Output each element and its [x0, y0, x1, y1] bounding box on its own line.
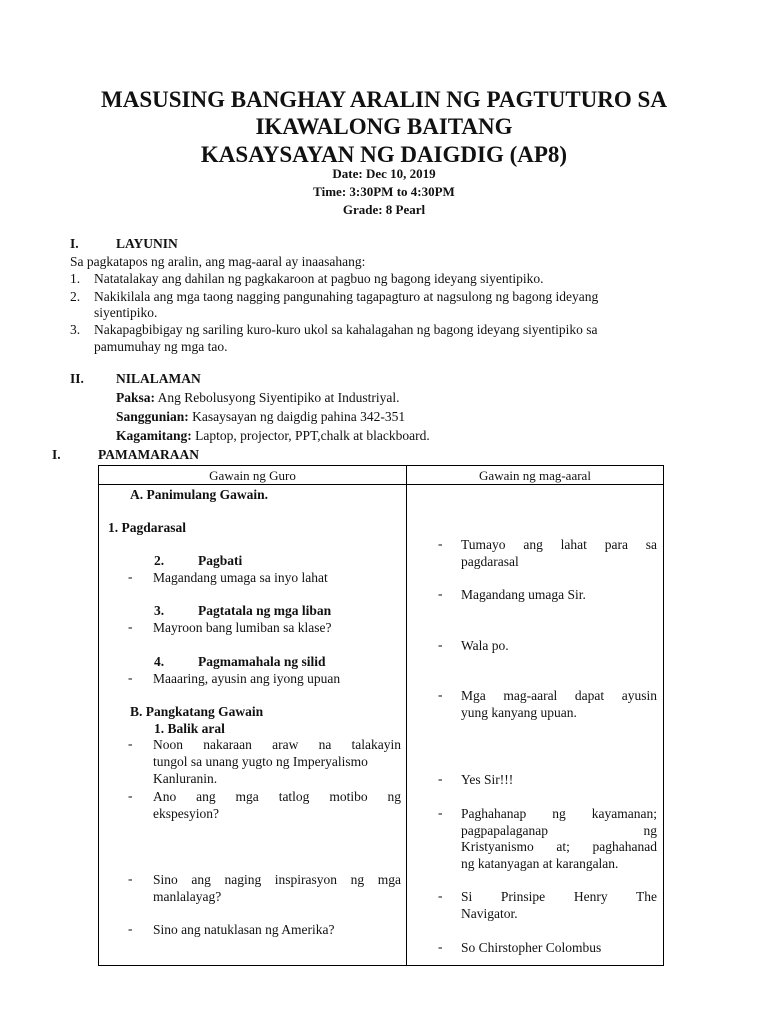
title-line-3: KASAYSAYAN NG DAIGDIG (AP8)	[200, 142, 568, 167]
pagtatala-item: Mayroon bang lumiban sa klase?	[153, 620, 332, 635]
dash: -	[128, 569, 133, 584]
date-line: Date: Dec 10, 2019	[332, 166, 436, 181]
response-7-line-2: Navigator.	[461, 906, 518, 921]
table-top-border	[98, 465, 664, 466]
dash: -	[438, 637, 443, 652]
table-bottom-border	[98, 965, 664, 966]
kagamitang-label: Kagamitang:	[116, 428, 192, 443]
question-2-line-1: Ano ang mga tatlog motibo ng	[153, 789, 401, 804]
response-7-line-1: Si Prinsipe Henry The	[461, 889, 657, 904]
pagtatala-heading: Pagtatala ng mga liban	[198, 603, 332, 618]
response-6-line-4: ng katanyagan at karangalan.	[461, 856, 619, 871]
time-line: Time: 3:30PM to 4:30PM	[313, 184, 455, 199]
column-header-mag-aaral: Gawain ng mag-aaral	[479, 468, 591, 483]
pagmamahala-number: 4.	[154, 654, 165, 669]
dash: -	[128, 921, 133, 936]
objective-3-text-line-1: Nakapagbibigay ng sariling kuro-kuro ukol sa kahalagahan ng bagong ideyang siyentipiko sa	[94, 322, 598, 337]
sanggunian-value: Kasaysayan ng daigdig pahina 342-351	[192, 409, 406, 424]
dash: -	[128, 788, 133, 803]
dash: -	[438, 586, 443, 601]
dash: -	[438, 536, 443, 551]
response-2: Magandang umaga Sir.	[461, 587, 586, 602]
pagtatala-number: 3.	[154, 603, 165, 618]
question-2-line-2: ekspesyion?	[153, 806, 219, 821]
table-left-border	[98, 465, 99, 966]
table-column-divider	[406, 465, 407, 966]
dash: -	[438, 805, 443, 820]
pagmamahala-heading: Pagmamahala ng silid	[198, 654, 326, 669]
pagdarasal-heading: 1. Pagdarasal	[108, 520, 187, 535]
grade-line: Grade: 8 Pearl	[342, 202, 426, 217]
objective-2-number: 2.	[70, 289, 81, 304]
pagbati-item: Magandang umaga sa inyo lahat	[153, 570, 328, 585]
table-header-divider	[98, 484, 664, 485]
objective-3-text-line-2: pamumuhay ng mga tao.	[94, 339, 228, 354]
question-1-line-1: Noon nakaraan araw na talakayin	[153, 737, 401, 752]
response-6-line-3: Kristyanismo at; paghahanad	[461, 839, 657, 854]
section-2-number: II.	[70, 371, 84, 386]
dash: -	[438, 888, 443, 903]
response-6-line-2: pagpapalaganap ng	[461, 823, 657, 838]
title-line-1: MASUSING BANGHAY ARALIN NG PAGTUTURO SA	[101, 87, 667, 112]
response-1-line-2: pagdarasal	[461, 554, 519, 569]
response-4-line-2: yung kanyang upuan.	[461, 705, 577, 720]
response-1-line-1: Tumayo ang lahat para sa	[461, 537, 657, 552]
section-2-heading: NILALAMAN	[116, 371, 201, 386]
objective-2-text-line-1: Nakikilala ang mga taong nagging pangunahing tagapagturo at nagsulong ng bagong ideyang	[94, 289, 599, 304]
response-5: Yes Sir!!!	[461, 772, 514, 787]
objective-2-text-line-2: siyentipiko.	[94, 305, 158, 320]
paksa-value: Ang Rebolusyong Siyentipiko at Industriyal.	[157, 390, 400, 405]
paksa-line	[116, 389, 400, 406]
dash: -	[128, 619, 133, 634]
balik-aral-heading: 1. Balik aral	[154, 721, 225, 736]
question-1-line-3: Kanluranin.	[153, 771, 218, 786]
objective-3-number: 3.	[70, 322, 81, 337]
pangkatang-gawain-heading: B. Pangkatang Gawain	[130, 704, 264, 719]
dash: -	[438, 687, 443, 702]
response-6-line-1: Paghahanap ng kayamanan;	[461, 806, 657, 821]
title-line-2: IKAWALONG BAITANG	[255, 114, 513, 139]
section-1-intro: Sa pagkatapos ng aralin, ang mag-aaral ay inaasahang:	[70, 254, 366, 269]
question-4: Sino ang natuklasan ng Amerika?	[153, 922, 335, 937]
sanggunian-line	[116, 408, 405, 425]
table-right-border	[663, 465, 664, 966]
section-1-number: I.	[70, 236, 79, 251]
column-header-guro: Gawain ng Guro	[209, 468, 296, 483]
section-3-heading: PAMAMARAAN	[98, 447, 199, 462]
pagmamahala-item: Maaaring, ayusin ang iyong upuan	[153, 671, 341, 686]
objective-1-number: 1.	[70, 271, 81, 286]
response-4-line-1: Mga mag-aaral dapat ayusin	[461, 688, 657, 703]
section-1-heading: LAYUNIN	[116, 236, 178, 251]
dash: -	[128, 736, 133, 751]
objective-1-text: Natatalakay ang dahilan ng pagkakaroon at pagbuo ng bagong ideyang siyentipiko.	[94, 271, 544, 286]
section-3-number: I.	[52, 447, 61, 462]
kagamitang-value: Laptop, projector, PPT,chalk at blackboard.	[195, 428, 430, 443]
pagbati-number: 2.	[154, 553, 165, 568]
question-1-line-2: tungol sa unang yugto ng Imperyalismo	[153, 754, 368, 769]
kagamitang-line	[116, 427, 430, 444]
question-3-line-2: manlalayag?	[153, 889, 222, 904]
response-8: So Chirstopher Colombus	[461, 940, 602, 955]
pagbati-heading: Pagbati	[198, 553, 243, 568]
dash: -	[128, 670, 133, 685]
response-3: Wala po.	[461, 638, 509, 653]
sanggunian-label: Sanggunian:	[116, 409, 189, 424]
panimulang-gawain-heading: A. Panimulang Gawain.	[130, 487, 269, 502]
dash: -	[438, 939, 443, 954]
dash: -	[128, 871, 133, 886]
question-3-line-1: Sino ang naging inspirasyon ng mga	[153, 872, 401, 887]
paksa-label: Paksa:	[116, 390, 156, 405]
dash: -	[438, 771, 443, 786]
